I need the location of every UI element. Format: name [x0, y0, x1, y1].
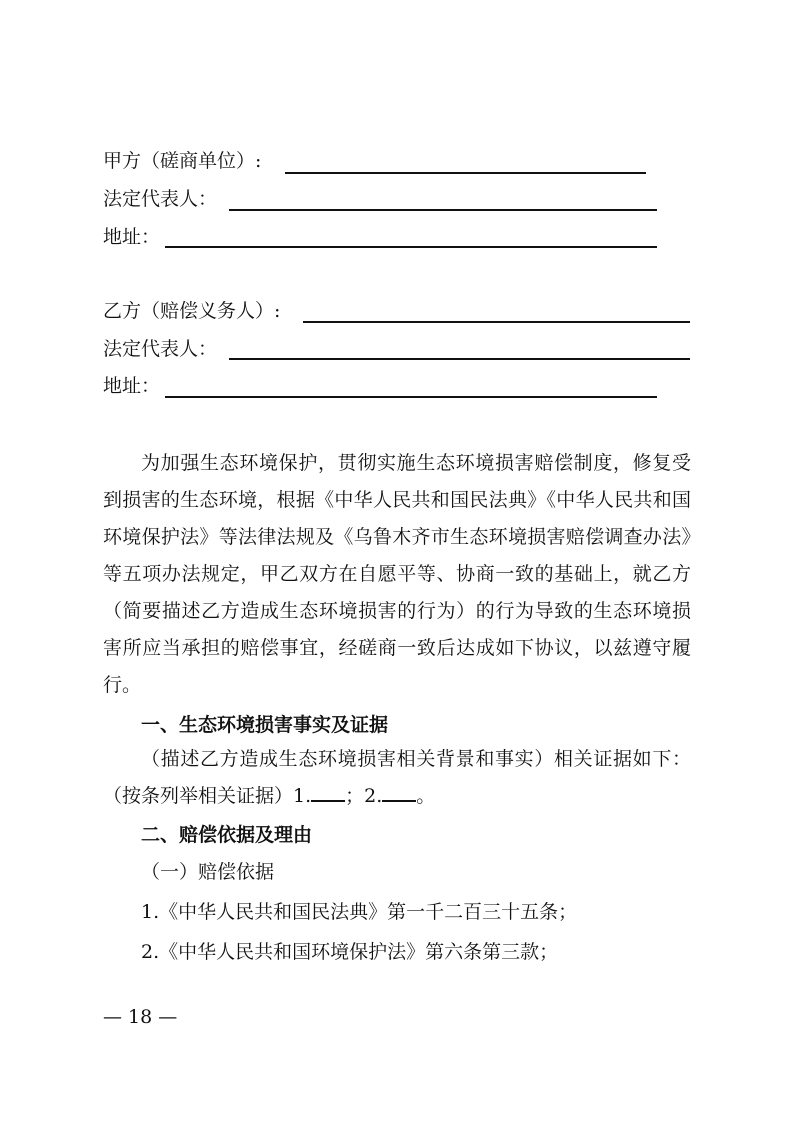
party-a-name-label: 甲方（磋商单位）:	[103, 150, 262, 172]
party-a-rep-blank[interactable]	[229, 209, 657, 211]
section1-heading: 一、生态环境损害事实及证据	[141, 714, 389, 736]
basis-item-2: 2.《中华人民共和国环境保护法》第六条第三款；	[141, 941, 559, 963]
party-a-address-blank[interactable]	[165, 246, 657, 248]
basis-item-1: 1.《中华人民共和国民法典》第一千二百三十五条；	[141, 901, 578, 923]
section1-paragraph	[103, 741, 691, 815]
intro-paragraph: 为加强生态环境保护，贯彻实施生态环境损害赔偿制度，修复受到损害的生态环境，根据《中华人民共和国民法典》《中华人民共和国环境保护法》等法律法规及《乌鲁木齐市生态环境损害赔偿调查办法》等五项办法规定，甲乙双方在自愿平等、协商一致的基础上，就乙方（简要描述乙方造成生态环境损害的行为）的行为导致的生态环境损害所应当承担的赔偿事宜，经磋商一致后达成如下协议，以兹遵守履行。	[103, 452, 691, 696]
party-a-rep-label: 法定代表人：	[103, 188, 218, 210]
section1-end: 。	[416, 785, 436, 807]
section1-text: （描述乙方造成生态环境损害相关背景和事实）相关证据如下：（按条列举相关证据）1.	[103, 748, 691, 807]
evidence-1-blank[interactable]	[311, 784, 345, 802]
section2-heading: 二、赔偿依据及理由	[141, 824, 313, 846]
party-b-name-label: 乙方（赔偿义务人）:	[103, 300, 281, 322]
party-b-rep-blank[interactable]	[229, 358, 690, 360]
evidence-2-blank[interactable]	[382, 784, 416, 802]
party-b-address-blank[interactable]	[165, 396, 657, 398]
party-b-address-label: 地址：	[103, 375, 161, 397]
party-a-address-label: 地址：	[103, 226, 161, 248]
section2-subheading: （一）赔偿依据	[141, 861, 275, 883]
party-a-name-blank[interactable]	[285, 172, 646, 174]
party-b-name-blank[interactable]	[303, 321, 690, 323]
page-number: — 18 —	[103, 1006, 178, 1028]
section1-sep: ；2.	[345, 785, 383, 807]
party-b-rep-label: 法定代表人：	[103, 338, 218, 360]
